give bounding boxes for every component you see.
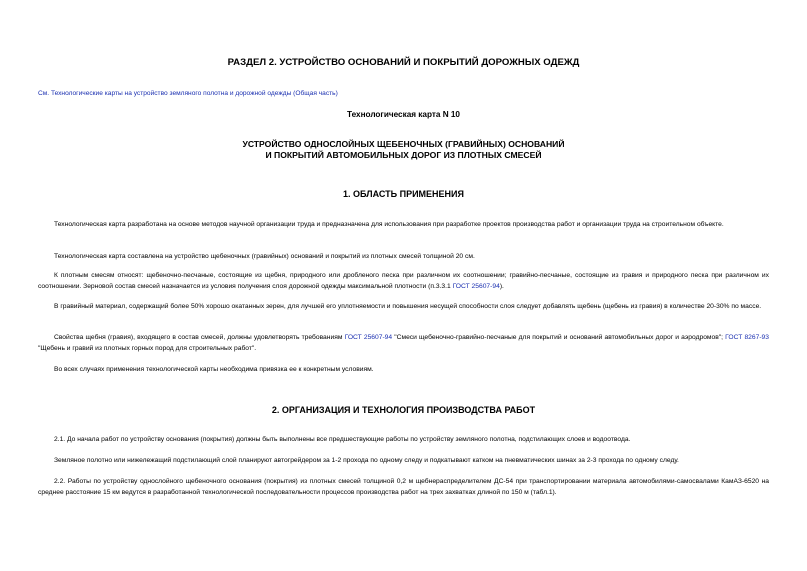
section-2-heading: 2. ОРГАНИЗАЦИЯ И ТЕХНОЛОГИЯ ПРОИЗВОДСТВА РАБОТ — [271, 405, 536, 415]
sec1-paragraph-2: Технологическая карта составлена на устройство щебеночных (гравийных) оснований и покрытий из плотных смесей толщиной 20 см. — [54, 253, 475, 260]
sec1-p3-text: К плотным смесям относят: щебеночно-песчаные, состоящие из щебня, природного или дробленого песка при различном их соотношении; гравийно-песчаные, состоящие из гравия и природного песка при различном их соотношении. Зерновой состав смесей назначается из условия получения слоя дорожной одежды максимальной плотности (п.3.3.1 — [38, 272, 769, 290]
reference-link[interactable]: См. Технологические карты на устройство земляного полотна и дорожной одежды (Общая часть) — [38, 90, 338, 97]
sec1-p5-text-2: "Смеси щебеночно-гравийно-песчаные для покрытий и оснований автомобильных дорог и аэродромов"; — [392, 334, 726, 341]
sec1-p3-end: ). — [499, 283, 504, 290]
gost-8267-link[interactable]: ГОСТ 8267-93 — [725, 334, 769, 341]
card-number: Технологическая карта N 10 — [346, 110, 460, 119]
gost-25607-link[interactable]: ГОСТ 25607-94 — [452, 283, 500, 290]
section-heading: РАЗДЕЛ 2. УСТРОЙСТВО ОСНОВАНИЙ И ПОКРЫТИЙ ДОРОЖНЫХ ОДЕЖД — [227, 57, 580, 68]
sec1-paragraph-4: В гравийный материал, содержащий более 50% хорошо окатанных зерен, для лучшей его уплотняемости и повышения несущей способности слоя следует добавлять щебень (щебень из гравия) в количестве 20-30% по массе. — [54, 303, 762, 310]
section-1-heading: 1. ОБЛАСТЬ ПРИМЕНЕНИЯ — [343, 189, 464, 199]
sec1-paragraph-1: Технологическая карта разработана на основе методов научной организации труда и предназначена для использования при разработке проектов производства работ и организации труда на строительном объекте. — [54, 221, 724, 228]
gost-25607-link-2[interactable]: ГОСТ 25607-94 — [344, 334, 393, 341]
sec2-paragraph-3: 2.2. Работы по устройству однослойного щебеночного основания (покрытия) из плотных смесей толщиной 0,2 м щебнераспределителем ДС-54 при транспортировании материала автомобилями-самосвалами КамАЗ-6520 на среднее расстояние 15 км ведутся в разработанной технологической последовательности процессов производства работ на трех захватках длиной по 150 м (табл.1). — [38, 478, 769, 496]
sec1-paragraph-5 — [38, 332, 769, 354]
sec2-paragraph-1: 2.1. До начала работ по устройству основания (покрытия) должны быть выполнены все предшествующие работы по устройству земляного полотна, подстилающих слоев и водоотвода. — [54, 436, 631, 443]
document-title — [0, 139, 807, 161]
title-line-2: И ПОКРЫТИЙ АВТОМОБИЛЬНЫХ ДОРОГ ИЗ ПЛОТНЫХ СМЕСЕЙ — [265, 150, 542, 160]
title-line-1: УСТРОЙСТВО ОДНОСЛОЙНЫХ ЩЕБЕНОЧНЫХ (ГРАВИЙНЫХ) ОСНОВАНИЙ — [242, 139, 565, 149]
sec2-paragraph-2: Земляное полотно или нижележащий подстилающий слой планируют автогрейдером за 1-2 прохода по одному следу и подкатывают катком на пневматических шинах за 2-3 прохода по одному следу. — [54, 457, 679, 464]
sec1-p5-text-3: "Щебень и гравий из плотных горных пород для строительных работ". — [38, 345, 257, 352]
sec1-paragraph-3 — [38, 270, 769, 292]
sec1-p5-text-1: Свойства щебня (гравия), входящего в состав смесей, должны удовлетворять требованиям — [54, 334, 345, 341]
sec1-paragraph-6: Во всех случаях применения технологической карты необходима привязка ее к конкретным условиям. — [54, 366, 374, 373]
